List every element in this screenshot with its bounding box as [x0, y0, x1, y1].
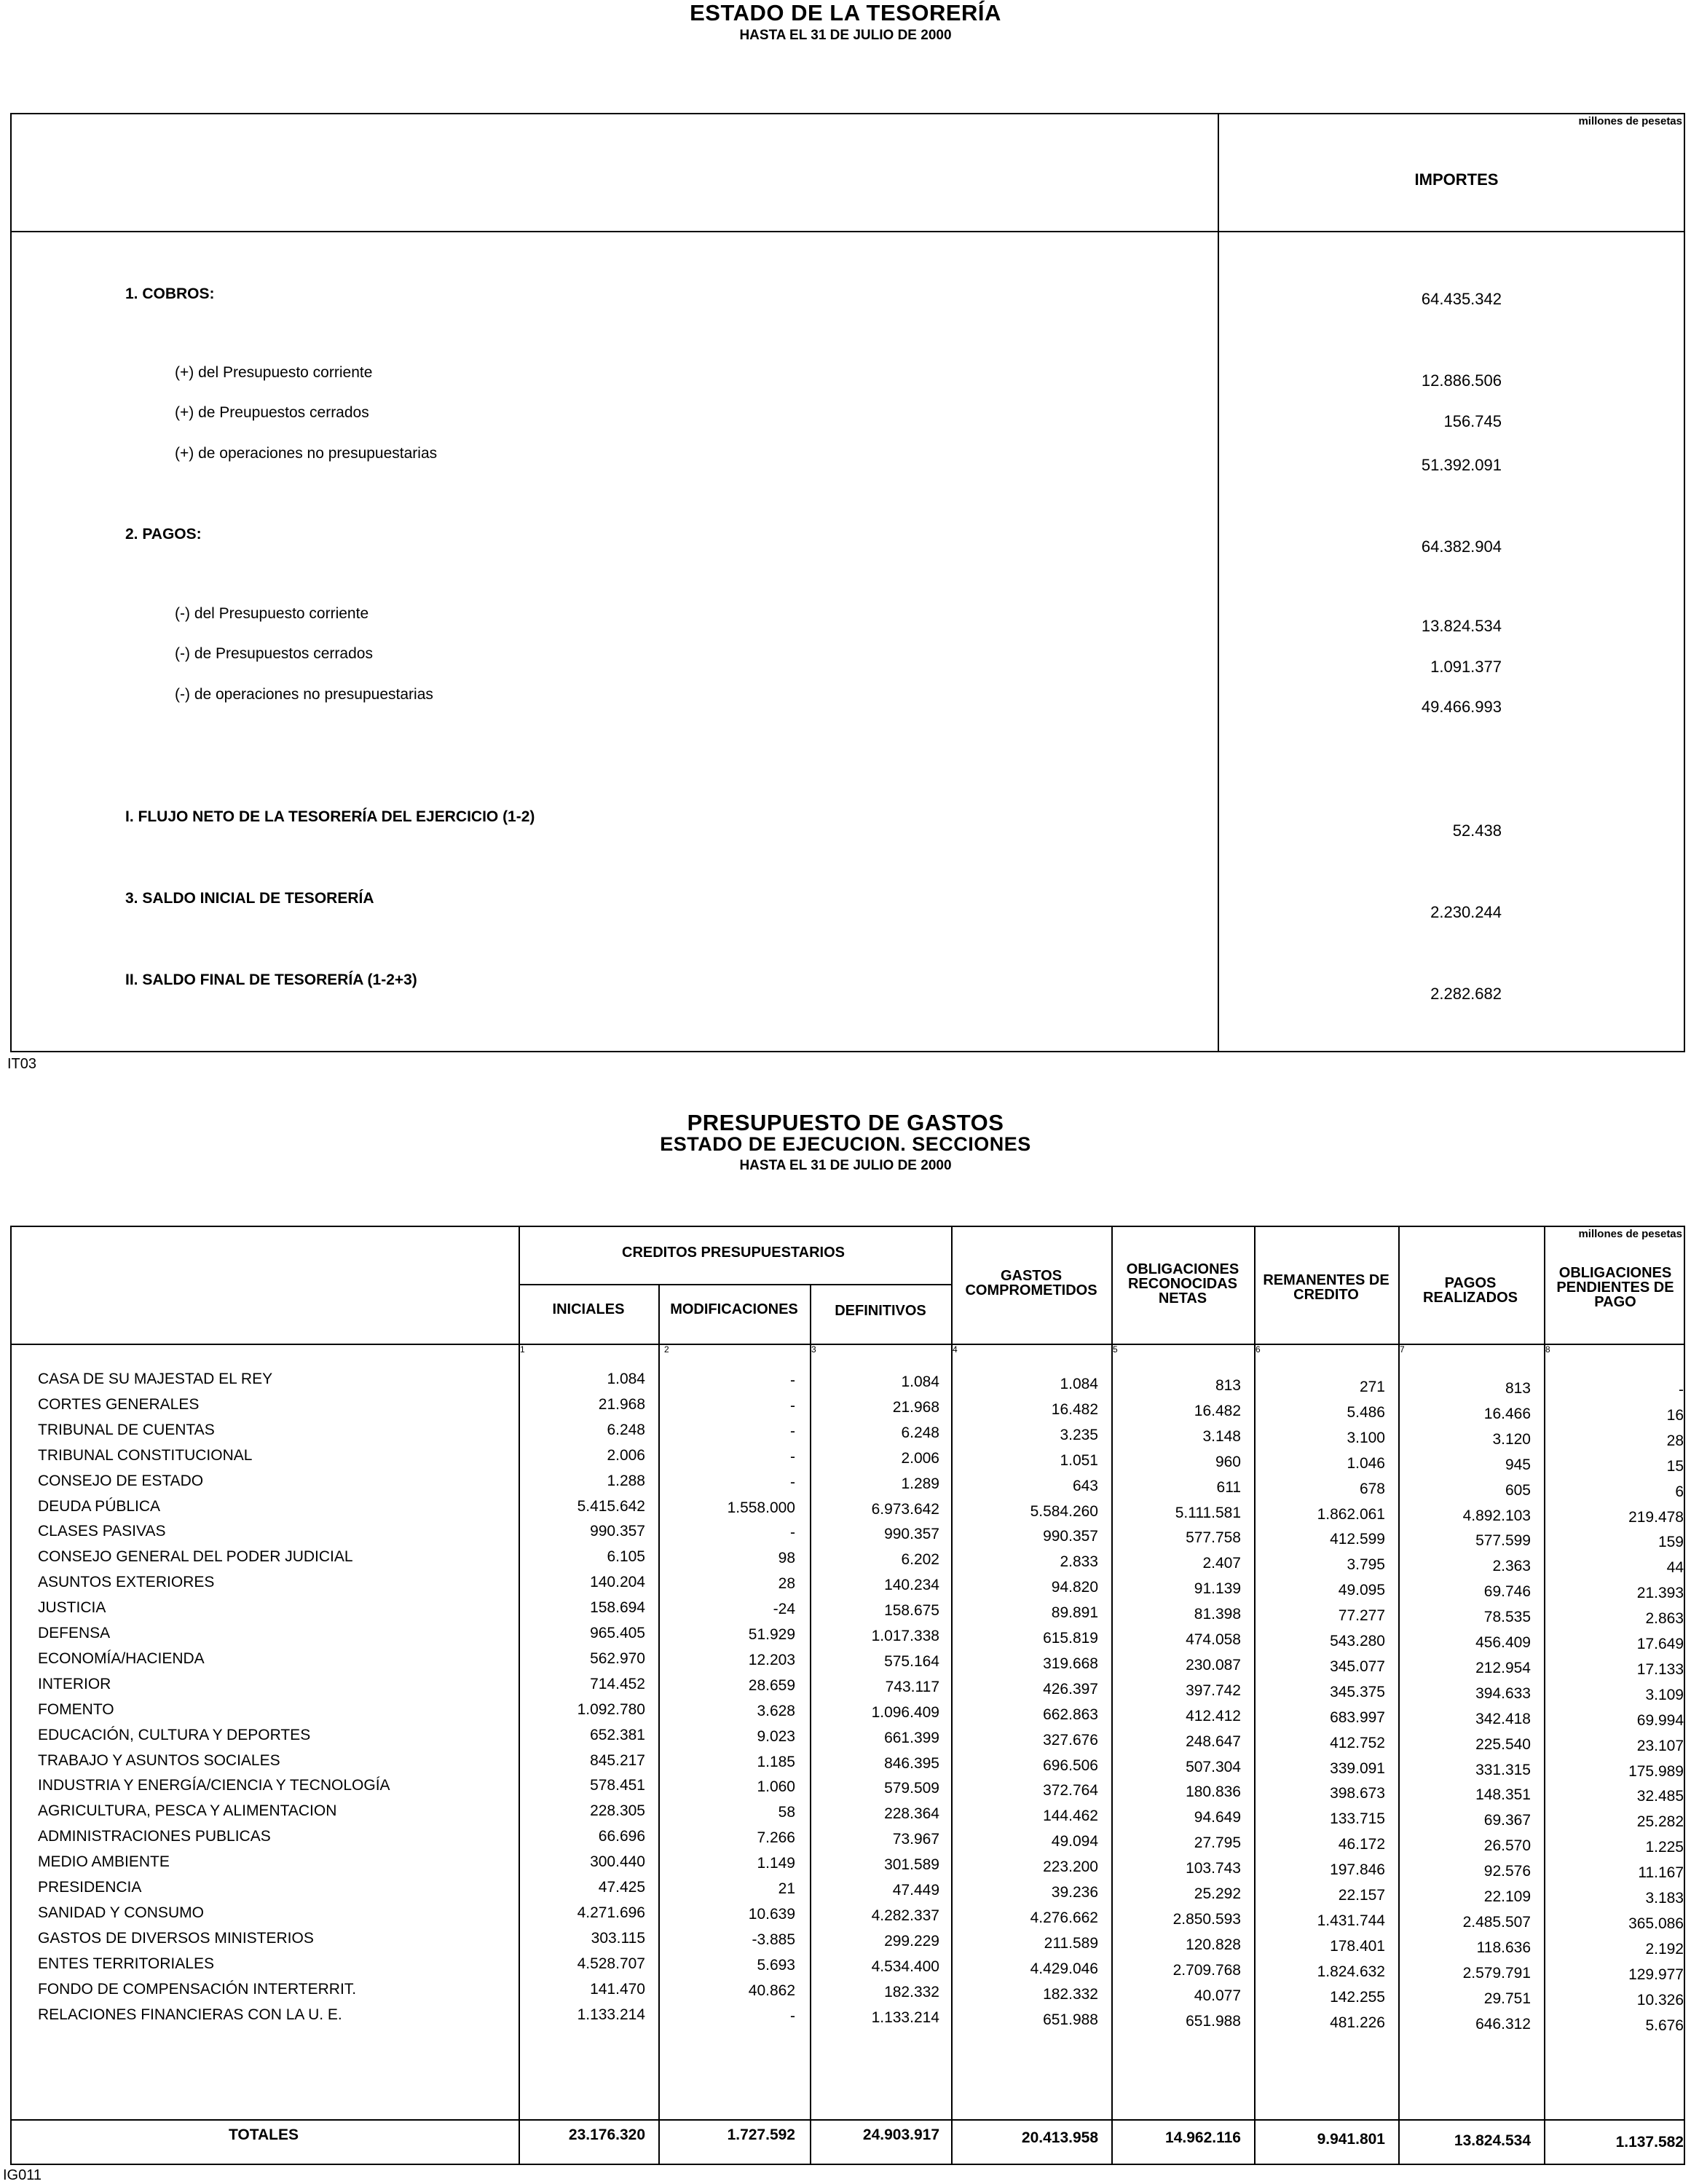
row-value: 4.534.400	[871, 1958, 939, 1975]
row-value: 4.271.696	[577, 1904, 645, 1921]
row-value: 426.397	[1043, 1681, 1098, 1698]
row-value: 89.891	[1051, 1604, 1098, 1621]
row-value: 1.092.780	[577, 1701, 645, 1718]
row-value: 271	[1359, 1379, 1385, 1395]
row-label: CORTES GENERALES	[38, 1396, 200, 1413]
row-value: 225.540	[1475, 1736, 1531, 1753]
row-label: TRIBUNAL CONSTITUCIONAL	[38, 1447, 253, 1464]
row-value: 6.202	[901, 1551, 939, 1568]
row-value: 5.676	[1645, 2017, 1684, 2034]
row-value: 4.282.337	[871, 1907, 939, 1924]
row-value: 696.506	[1043, 1757, 1098, 1774]
row-value: 21.968	[598, 1396, 645, 1413]
row-value: 2.407	[1202, 1555, 1241, 1572]
row-value: 17.649	[1636, 1636, 1684, 1652]
row-value: 29.751	[1483, 1990, 1531, 2007]
row-value: 66.696	[598, 1828, 645, 1845]
row-label: ASUNTOS EXTERIORES	[38, 1574, 215, 1590]
row-value: 44	[1666, 1559, 1684, 1576]
row-value: 611	[1216, 1479, 1241, 1496]
row-value: 398.673	[1330, 1785, 1385, 1802]
row-value: 1.084	[1060, 1376, 1098, 1392]
row-value: 652.381	[590, 1727, 645, 1743]
tesoreria-title: ESTADO DE LA TESORERÍA	[690, 0, 1001, 25]
row-label: MEDIO AMBIENTE	[38, 1853, 170, 1870]
tesoreria-row-value: 1.091.377	[1430, 658, 1502, 676]
row-value: 481.226	[1330, 2014, 1385, 2031]
row-value: 94.820	[1051, 1579, 1098, 1596]
row-value: 331.315	[1475, 1762, 1531, 1778]
row-value: 141.470	[590, 1981, 645, 1998]
row-value: 69.994	[1636, 1712, 1684, 1729]
total-value: 1.137.582	[1615, 2134, 1684, 2151]
row-value: 2.363	[1492, 1558, 1531, 1574]
tesoreria-row-value: 52.438	[1452, 821, 1502, 840]
row-value: 17.133	[1636, 1661, 1684, 1678]
row-value: 49.094	[1051, 1833, 1098, 1850]
row-value: -	[790, 1423, 795, 1440]
row-value: 319.668	[1043, 1655, 1098, 1672]
row-value: 6.248	[607, 1422, 645, 1438]
row-value: 813	[1215, 1377, 1241, 1394]
row-value: 212.954	[1475, 1660, 1531, 1676]
row-value: -	[790, 1524, 795, 1541]
row-value: 1.289	[901, 1475, 939, 1492]
row-value: 1.862.061	[1317, 1506, 1385, 1523]
row-value: 158.675	[884, 1602, 939, 1619]
tesoreria-row-value: 156.745	[1443, 412, 1502, 430]
column-number: 5	[1113, 1344, 1118, 1355]
row-value: 845.217	[590, 1752, 645, 1769]
row-label: ENTES TERRITORIALES	[38, 1955, 214, 1972]
totals-divider	[12, 2119, 1684, 2121]
row-value: 577.758	[1186, 1529, 1241, 1546]
row-value: 1.431.744	[1317, 1912, 1385, 1929]
row-value: 4.892.103	[1462, 1507, 1531, 1524]
tesoreria-row-value: 51.392.091	[1421, 456, 1502, 474]
row-value: 714.452	[590, 1676, 645, 1692]
gastos-date: HASTA EL 31 DE JULIO DE 2000	[739, 1158, 952, 1173]
row-value: 4.429.046	[1030, 1960, 1098, 1977]
row-label: RELACIONES FINANCIERAS CON LA U. E.	[38, 2006, 342, 2023]
row-value: 1.288	[607, 1473, 645, 1489]
row-value: 1.017.338	[871, 1628, 939, 1644]
row-value: 51.929	[748, 1626, 795, 1643]
row-value: 142.255	[1330, 1989, 1385, 2006]
row-value: 651.988	[1043, 2011, 1098, 2028]
tesoreria-row-label: (+) del Presupuesto corriente	[175, 364, 373, 381]
row-label: EDUCACIÓN, CULTURA Y DEPORTES	[38, 1727, 311, 1743]
row-value: 81.398	[1194, 1606, 1241, 1623]
row-value: 4.276.662	[1030, 1909, 1098, 1926]
row-value: 327.676	[1043, 1732, 1098, 1749]
row-value: 5.584.260	[1030, 1503, 1098, 1520]
row-label: TRIBUNAL DE CUENTAS	[38, 1422, 215, 1438]
row-value: 223.200	[1043, 1858, 1098, 1875]
row-value: 39.236	[1051, 1884, 1098, 1901]
row-value: 248.647	[1186, 1733, 1241, 1750]
row-value: 3.120	[1492, 1431, 1531, 1448]
gastos-title: PRESUPUESTO DE GASTOS	[687, 1110, 1004, 1135]
row-value: 6.248	[901, 1424, 939, 1441]
row-value: 133.715	[1330, 1810, 1385, 1827]
total-value: 20.413.958	[1021, 2129, 1098, 2146]
tesoreria-code: IT03	[7, 1056, 37, 1072]
row-value: 990.357	[1043, 1528, 1098, 1545]
row-value: 12.203	[748, 1652, 795, 1668]
row-value: 2.485.507	[1462, 1914, 1531, 1931]
tesoreria-row-label: (-) de operaciones no presupuestarias	[175, 686, 433, 703]
row-value: 26.570	[1483, 1837, 1531, 1854]
total-value: 24.903.917	[862, 2126, 939, 2143]
row-value: 6	[1675, 1483, 1684, 1500]
row-value: 643	[1072, 1478, 1098, 1494]
row-value: 46.172	[1338, 1836, 1385, 1853]
row-value: 990.357	[590, 1523, 645, 1540]
row-value: 28	[778, 1575, 795, 1592]
row-value: 16	[1666, 1407, 1684, 1424]
row-value: 2.006	[901, 1450, 939, 1467]
creditos-presupuestarios-header: CREDITOS PRESUPUESTARIOS	[622, 1245, 845, 1261]
row-value: 5.111.581	[1175, 1505, 1241, 1521]
row-value: 140.234	[884, 1577, 939, 1593]
row-value: 21	[778, 1880, 795, 1897]
row-value: 148.351	[1475, 1786, 1531, 1803]
column-number: 1	[520, 1344, 525, 1355]
row-value: -24	[773, 1601, 795, 1617]
row-value: 397.742	[1186, 1682, 1241, 1699]
row-value: 743.117	[885, 1679, 939, 1695]
row-value: 846.395	[884, 1755, 939, 1772]
column-number: 7	[1400, 1344, 1405, 1355]
row-value: -3.885	[752, 1931, 795, 1948]
column-header: MODIFICACIONES	[670, 1301, 798, 1317]
row-value: 1.149	[757, 1855, 795, 1872]
row-value: 575.164	[884, 1653, 939, 1670]
row-value: 6.973.642	[871, 1501, 939, 1518]
row-value: 58	[778, 1804, 795, 1821]
row-value: 577.599	[1475, 1532, 1531, 1549]
row-value: 40.077	[1194, 1987, 1241, 2004]
row-value: 228.364	[884, 1805, 939, 1822]
row-label: CASA DE SU MAJESTAD EL REY	[38, 1371, 273, 1387]
row-value: 47.449	[892, 1882, 939, 1899]
row-value: -	[790, 1448, 795, 1465]
column-number: 4	[953, 1344, 958, 1355]
row-value: 960	[1215, 1454, 1241, 1470]
row-value: 178.401	[1330, 1938, 1385, 1955]
row-value: 40.862	[748, 1982, 795, 1999]
totales-label: TOTALES	[228, 2126, 299, 2143]
row-value: 578.451	[590, 1777, 645, 1794]
row-value: -	[1679, 1381, 1684, 1398]
row-value: 2.709.768	[1172, 1962, 1241, 1979]
row-value: 11.167	[1638, 1864, 1684, 1881]
row-value: 965.405	[590, 1625, 645, 1641]
row-value: 21.393	[1636, 1585, 1684, 1601]
row-value: 3.183	[1645, 1890, 1684, 1907]
row-value: 299.229	[884, 1933, 939, 1950]
column-header: PAGOS REALIZADOS	[1423, 1275, 1518, 1306]
row-value: 372.764	[1043, 1782, 1098, 1799]
row-value: 1.096.409	[871, 1704, 939, 1721]
row-value: 683.997	[1330, 1709, 1385, 1726]
tesoreria-row-value: 13.824.534	[1421, 617, 1502, 635]
row-value: 412.752	[1330, 1735, 1385, 1751]
row-value: 3.148	[1202, 1428, 1241, 1445]
row-value: 651.988	[1186, 2013, 1241, 2030]
row-label: INTERIOR	[38, 1676, 111, 1692]
row-value: 118.636	[1476, 1939, 1531, 1956]
row-value: 9.023	[757, 1728, 795, 1745]
row-value: 159	[1658, 1534, 1684, 1550]
row-value: 3.628	[757, 1703, 795, 1719]
row-value: 98	[778, 1550, 795, 1566]
tesoreria-row-label: 3. SALDO INICIAL DE TESORERÍA	[125, 890, 374, 907]
column-header: OBLIGACIONES RECONOCIDAS NETAS	[1126, 1261, 1239, 1306]
row-value: 615.819	[1043, 1630, 1098, 1647]
row-value: 219.478	[1628, 1509, 1684, 1526]
row-value: 2.833	[1060, 1553, 1098, 1570]
column-number: 8	[1545, 1344, 1550, 1355]
row-label: PRESIDENCIA	[38, 1879, 142, 1896]
row-value: 78.535	[1483, 1609, 1531, 1625]
row-value: 182.332	[884, 1984, 939, 2000]
row-value: 25.282	[1636, 1813, 1684, 1830]
row-value: 2.192	[1645, 1941, 1684, 1958]
total-value: 9.941.801	[1317, 2131, 1385, 2148]
row-value: 49.095	[1338, 1582, 1385, 1598]
row-value: 28.659	[748, 1677, 795, 1694]
tesoreria-row-label: 1. COBROS:	[125, 285, 215, 302]
row-value: 21.968	[892, 1399, 939, 1416]
row-label: INDUSTRIA Y ENERGÍA/CIENCIA Y TECNOLOGÍA	[38, 1777, 390, 1794]
row-value: 661.399	[884, 1730, 939, 1746]
row-value: 1.558.000	[727, 1499, 795, 1516]
row-label: FOMENTO	[38, 1701, 114, 1718]
row-value: 365.086	[1628, 1915, 1684, 1932]
row-value: 120.828	[1186, 1936, 1241, 1953]
row-value: 28	[1666, 1432, 1684, 1449]
row-value: 69.746	[1483, 1583, 1531, 1600]
row-label: CLASES PASIVAS	[38, 1523, 166, 1540]
row-value: 813	[1505, 1380, 1531, 1397]
col-divider	[658, 1284, 660, 2164]
row-value: 5.486	[1347, 1404, 1385, 1421]
row-value: 103.743	[1186, 1860, 1241, 1877]
row-value: 47.425	[598, 1879, 645, 1896]
row-value: 2.863	[1645, 1610, 1684, 1627]
row-value: 1.133.214	[577, 2006, 645, 2023]
row-value: 678	[1359, 1481, 1385, 1497]
row-value: -	[790, 2008, 795, 2025]
header-divider	[12, 1344, 1684, 1345]
row-value: 140.204	[590, 1574, 645, 1590]
column-header: OBLIGACIONES PENDIENTES DE PAGO	[1556, 1265, 1674, 1310]
row-label: CONSEJO DE ESTADO	[38, 1473, 204, 1489]
row-value: 1.824.632	[1317, 1963, 1385, 1980]
row-value: 1.084	[901, 1373, 939, 1390]
row-value: 1.185	[757, 1754, 795, 1770]
gastos-code: IG011	[3, 2167, 42, 2183]
row-value: 144.462	[1043, 1807, 1098, 1824]
row-value: 3.109	[1645, 1687, 1684, 1703]
row-value: 22.157	[1338, 1887, 1385, 1904]
row-value: 412.599	[1330, 1531, 1385, 1548]
row-label: FONDO DE COMPENSACIÓN INTERTERRIT.	[38, 1981, 357, 1998]
row-label: JUSTICIA	[38, 1599, 106, 1616]
tesoreria-unit: millones de pesetas	[1578, 115, 1682, 127]
row-value: 73.967	[892, 1831, 939, 1848]
column-number: 6	[1256, 1344, 1261, 1355]
row-value: 990.357	[884, 1526, 939, 1542]
row-value: 77.277	[1338, 1607, 1385, 1624]
row-value: 25.292	[1194, 1885, 1241, 1902]
row-value: 32.485	[1636, 1788, 1684, 1805]
row-value: 16.466	[1483, 1406, 1531, 1422]
tesoreria-header-divider	[12, 231, 1684, 232]
row-value: 1.060	[757, 1778, 795, 1795]
row-value: 3.795	[1347, 1556, 1385, 1573]
tesoreria-row-value: 64.435.342	[1421, 290, 1502, 308]
row-value: 562.970	[590, 1650, 645, 1667]
importes-header: IMPORTES	[1414, 170, 1499, 189]
row-value: 394.633	[1475, 1685, 1531, 1702]
row-value: 180.836	[1186, 1783, 1241, 1800]
row-value: 1.046	[1347, 1455, 1385, 1472]
row-value: 300.440	[590, 1853, 645, 1870]
tesoreria-row-label: (+) de operaciones no presupuestarias	[175, 445, 438, 462]
row-value: 456.409	[1475, 1634, 1531, 1651]
row-label: CONSEJO GENERAL DEL PODER JUDICIAL	[38, 1548, 353, 1565]
row-label: AGRICULTURA, PESCA Y ALIMENTACION	[38, 1802, 337, 1819]
row-value: 16.482	[1051, 1401, 1098, 1418]
row-value: -	[790, 1397, 795, 1414]
column-header: GASTOS COMPROMETIDOS	[965, 1268, 1097, 1298]
tesoreria-row-label: 2. PAGOS:	[125, 526, 202, 543]
row-value: 543.280	[1330, 1633, 1385, 1649]
column-number: 2	[664, 1344, 669, 1355]
row-value: 662.863	[1043, 1706, 1098, 1723]
row-value: 303.115	[591, 1930, 645, 1947]
row-value: 412.412	[1186, 1708, 1241, 1724]
row-value: 230.087	[1186, 1657, 1241, 1674]
row-value: 646.312	[1475, 2016, 1531, 2033]
row-value: 945	[1505, 1456, 1531, 1473]
row-value: 10.326	[1636, 1992, 1684, 2008]
row-value: 129.977	[1628, 1966, 1684, 1983]
row-value: 579.509	[884, 1780, 939, 1797]
row-value: 5.415.642	[577, 1498, 645, 1515]
total-value: 13.824.534	[1454, 2132, 1531, 2149]
row-value: 211.589	[1044, 1935, 1098, 1952]
row-label: DEUDA PÚBLICA	[38, 1498, 161, 1515]
tesoreria-row-label: (-) del Presupuesto corriente	[175, 605, 369, 622]
row-value: 10.639	[748, 1906, 795, 1923]
row-value: 301.589	[884, 1856, 939, 1873]
tesoreria-row-label: II. SALDO FINAL DE TESORERÍA (1-2+3)	[125, 971, 417, 988]
total-value: 14.962.116	[1165, 2129, 1241, 2146]
tesoreria-row-label: (-) de Presupuestos cerrados	[175, 645, 373, 662]
tesoreria-subtitle: HASTA EL 31 DE JULIO DE 2000	[739, 28, 952, 43]
row-label: DEFENSA	[38, 1625, 111, 1641]
row-value: 22.109	[1483, 1888, 1531, 1905]
row-value: 16.482	[1194, 1403, 1241, 1419]
column-number: 3	[811, 1344, 816, 1355]
row-value: 91.139	[1194, 1580, 1241, 1597]
row-value: 474.058	[1186, 1631, 1241, 1648]
row-value: 197.846	[1330, 1861, 1385, 1878]
row-value: 3.235	[1060, 1427, 1098, 1443]
row-label: SANIDAD Y CONSUMO	[38, 1904, 204, 1921]
row-value: 228.305	[590, 1802, 645, 1819]
row-value: 2.006	[607, 1447, 645, 1464]
tesoreria-row-label: (+) de Preupuestos cerrados	[175, 404, 369, 421]
row-label: GASTOS DE DIVERSOS MINISTERIOS	[38, 1930, 314, 1947]
tesoreria-column-divider	[1218, 114, 1219, 1051]
tesoreria-row-value: 2.282.682	[1430, 985, 1502, 1003]
row-value: -	[790, 1474, 795, 1491]
row-value: 605	[1505, 1482, 1531, 1499]
column-header: DEFINITIVOS	[835, 1303, 926, 1319]
row-value: 94.649	[1194, 1809, 1241, 1826]
total-value: 1.727.592	[727, 2126, 795, 2143]
row-value: 7.266	[757, 1829, 795, 1846]
row-value: 1.084	[607, 1371, 645, 1387]
row-value: 158.694	[590, 1599, 645, 1616]
row-value: 23.107	[1636, 1738, 1684, 1754]
tesoreria-row-value: 12.886.506	[1421, 371, 1502, 390]
column-header: INICIALES	[552, 1301, 625, 1317]
row-value: 4.528.707	[577, 1955, 645, 1972]
row-value: 507.304	[1186, 1759, 1241, 1775]
column-header: REMANENTES DE CREDITO	[1263, 1272, 1390, 1303]
row-value: 345.077	[1330, 1658, 1385, 1675]
row-value: 2.850.593	[1172, 1911, 1241, 1928]
row-value: 69.367	[1483, 1812, 1531, 1829]
row-value: 15	[1666, 1458, 1684, 1475]
row-value: 182.332	[1043, 1986, 1098, 2003]
row-value: 342.418	[1475, 1711, 1531, 1727]
row-value: -	[790, 1372, 795, 1389]
row-value: 1.051	[1060, 1452, 1098, 1469]
row-value: 92.576	[1483, 1863, 1531, 1880]
row-value: 2.579.791	[1462, 1965, 1531, 1982]
gastos-subtitle: ESTADO DE EJECUCION. SECCIONES	[660, 1133, 1031, 1155]
row-label: ADMINISTRACIONES PUBLICAS	[38, 1828, 271, 1845]
row-value: 1.225	[1645, 1839, 1684, 1856]
gastos-unit: millones de pesetas	[1578, 1228, 1682, 1240]
tesoreria-row-value: 2.230.244	[1430, 903, 1502, 921]
row-value: 345.375	[1330, 1684, 1385, 1700]
row-value: 3.100	[1347, 1430, 1385, 1446]
tesoreria-row-value: 64.382.904	[1421, 537, 1502, 556]
tesoreria-row-label: I. FLUJO NETO DE LA TESORERÍA DEL EJERCICIO (1-2)	[125, 808, 535, 825]
row-label: TRABAJO Y ASUNTOS SOCIALES	[38, 1752, 280, 1769]
tesoreria-row-value: 49.466.993	[1421, 698, 1502, 716]
group-header-divider	[519, 1284, 951, 1285]
row-value: 175.989	[1628, 1763, 1684, 1780]
total-value: 23.176.320	[568, 2126, 645, 2143]
row-value: 27.795	[1194, 1834, 1241, 1851]
row-value: 5.693	[757, 1957, 795, 1974]
row-value: 1.133.214	[871, 2009, 939, 2026]
row-value: 339.091	[1330, 1760, 1385, 1777]
row-value: 6.105	[607, 1548, 645, 1565]
row-label: ECONOMÍA/HACIENDA	[38, 1650, 205, 1667]
